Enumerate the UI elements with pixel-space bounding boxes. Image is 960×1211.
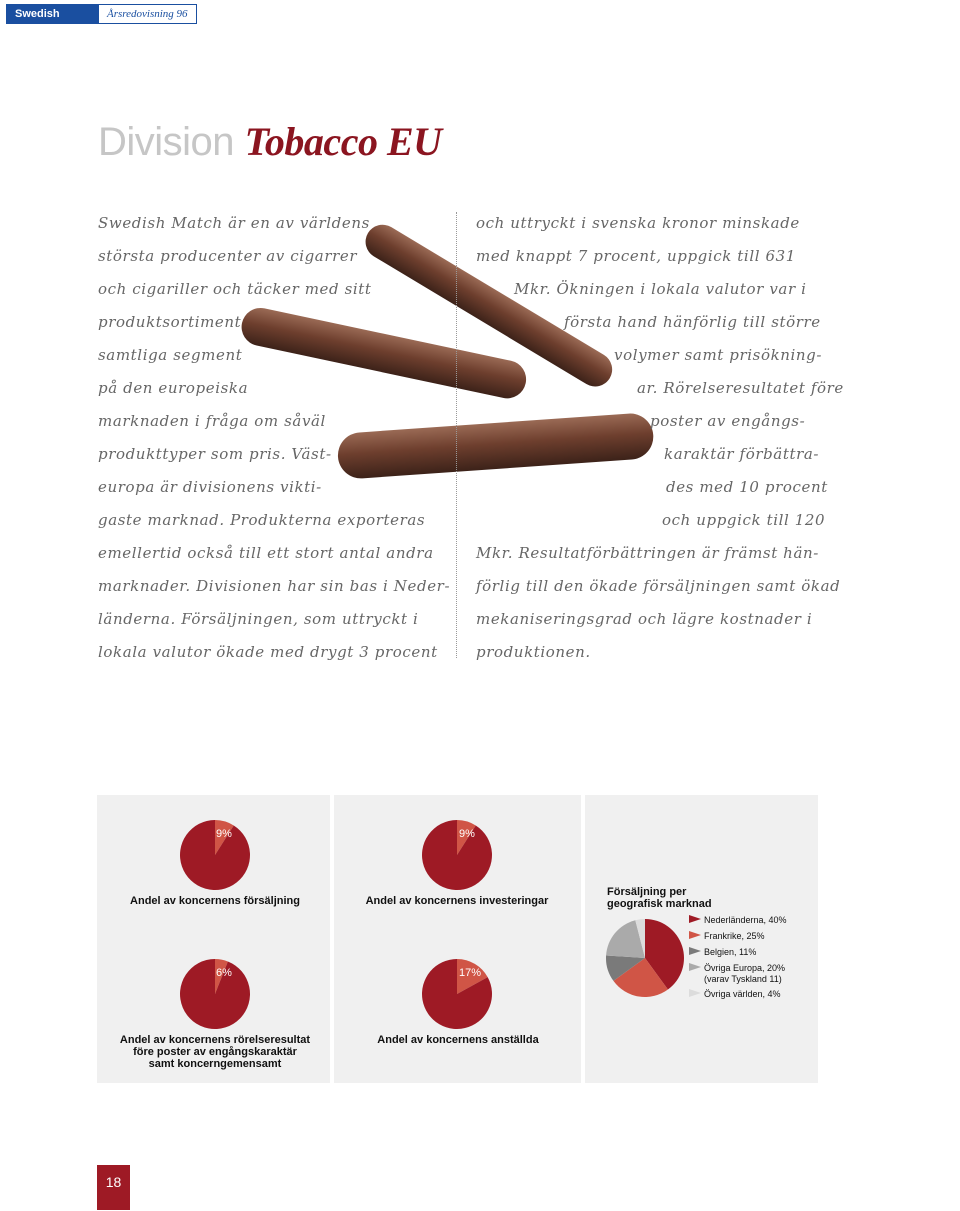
right-line-9: des med 10 procent [666, 478, 828, 496]
left-line-12: marknader. Divisionen har sin bas i Neder- [98, 577, 451, 595]
pie-slice-rest [422, 820, 492, 890]
left-line-2: största producenter av cigarrer [98, 247, 358, 265]
header-tabs [6, 4, 197, 38]
pie-label-operating-result: 6% [216, 967, 232, 979]
legend-text: Nederländerna, 40% [704, 915, 787, 925]
right-line-3: Mkr. Ökningen i lokala valutor var i [514, 280, 807, 298]
page-title [98, 118, 442, 166]
right-line-2: med knappt 7 procent, uppgick till 631 [476, 247, 796, 265]
right-line-4: första hand hänförlig till större [564, 313, 821, 331]
geo-chart-title-line-1: Försäljning per [607, 886, 687, 898]
right-line-10: och uppgick till 120 [662, 511, 826, 529]
legend-text: Belgien, 11% [704, 947, 757, 957]
left-line-5: samtliga segment [98, 346, 243, 364]
right-line-11: Mkr. Resultatförbättringen är främst hän- [476, 544, 819, 562]
right-line-12: förlig till den ökade försäljningen samt ökad [476, 577, 841, 595]
chart-label-operating-result [105, 1034, 325, 1070]
legend-text [704, 963, 785, 985]
left-line-1: Swedish Match är en av världens [98, 214, 370, 232]
right-line-8: karaktär förbättra- [664, 445, 820, 463]
legend-swatch-flag-icon [689, 931, 701, 939]
chart-label-investments: Andel av koncernens investeringar [365, 895, 549, 907]
brand-tab: Swedish Match [7, 5, 99, 23]
pie-label-investments: 9% [459, 828, 475, 840]
left-line-6: på den europeiska [98, 379, 249, 397]
left-line-4: produktsortiment [98, 313, 242, 331]
left-line-10: gaste marknad. Produkterna exporteras [98, 511, 426, 529]
legend-text-line-2: (varav Tyskland 11) [704, 974, 782, 984]
page-number: 18 [97, 1165, 130, 1210]
chart-label-operating-result-line-2: före poster av engångskaraktär [133, 1046, 297, 1058]
right-line-13: mekaniseringsgrad och lägre kostnader i [476, 610, 813, 628]
column-divider [456, 212, 457, 658]
geo-chart-title-line-2: geografisk marknad [607, 898, 712, 910]
right-line-7: poster av engångs- [650, 412, 806, 430]
pie-label-employees: 17% [459, 967, 482, 979]
pie-slice-rest [180, 959, 250, 1029]
pie-slice-rest [180, 820, 250, 890]
left-line-13: länderna. Försäljningen, som uttryckt i [98, 610, 419, 628]
right-line-6: ar. Rörelseresultatet före [637, 379, 844, 397]
chart-label-sales: Andel av koncernens försäljning [130, 895, 300, 907]
legend-swatch-flag-icon [689, 989, 701, 997]
left-line-8: produkttyper som pris. Väst- [98, 445, 332, 463]
document-title-tab: Årsredovisning 96 [99, 5, 196, 23]
pie-chart-geographic-market [605, 918, 685, 998]
left-line-14: lokala valutor ökade med drygt 3 procent [98, 643, 438, 661]
right-line-14: produktionen. [476, 643, 591, 661]
pie-chart-employees [421, 958, 493, 1030]
pie-label-sales: 9% [216, 828, 232, 840]
title-prefix: Division [98, 120, 235, 164]
right-line-1: och uttryckt i svenska kronor minskade [476, 214, 800, 232]
legend-swatch-flag-icon [689, 915, 701, 923]
left-line-7: marknaden i fråga om såväl [98, 412, 326, 430]
legend-swatch-flag-icon [689, 947, 701, 955]
legend-text-line-1: Övriga Europa, 20% [704, 963, 786, 973]
pie-chart-operating-result [179, 958, 251, 1030]
legend-text: Frankrike, 25% [704, 931, 765, 941]
left-line-9: europa är divisionens vikti- [98, 478, 322, 496]
geo-chart-title [607, 886, 712, 910]
pie-chart-investments [421, 819, 493, 891]
title-accent: Tobacco EU [244, 119, 442, 164]
chart-label-operating-result-line-3: samt koncerngemensamt [148, 1058, 282, 1070]
chart-label-operating-result-line-1: Andel av koncernens rörelseresultat [119, 1034, 311, 1046]
left-line-11: emellertid också till ett stort antal andra [98, 544, 434, 562]
right-line-5: volymer samt prisökning- [614, 346, 823, 364]
pie-chart-sales [179, 819, 251, 891]
chart-label-employees: Andel av koncernens anställda [377, 1034, 539, 1046]
legend-swatch-flag-icon [689, 963, 701, 971]
left-line-3: och cigariller och täcker med sitt [98, 280, 372, 298]
legend-text: Övriga världen, 4% [704, 989, 781, 999]
